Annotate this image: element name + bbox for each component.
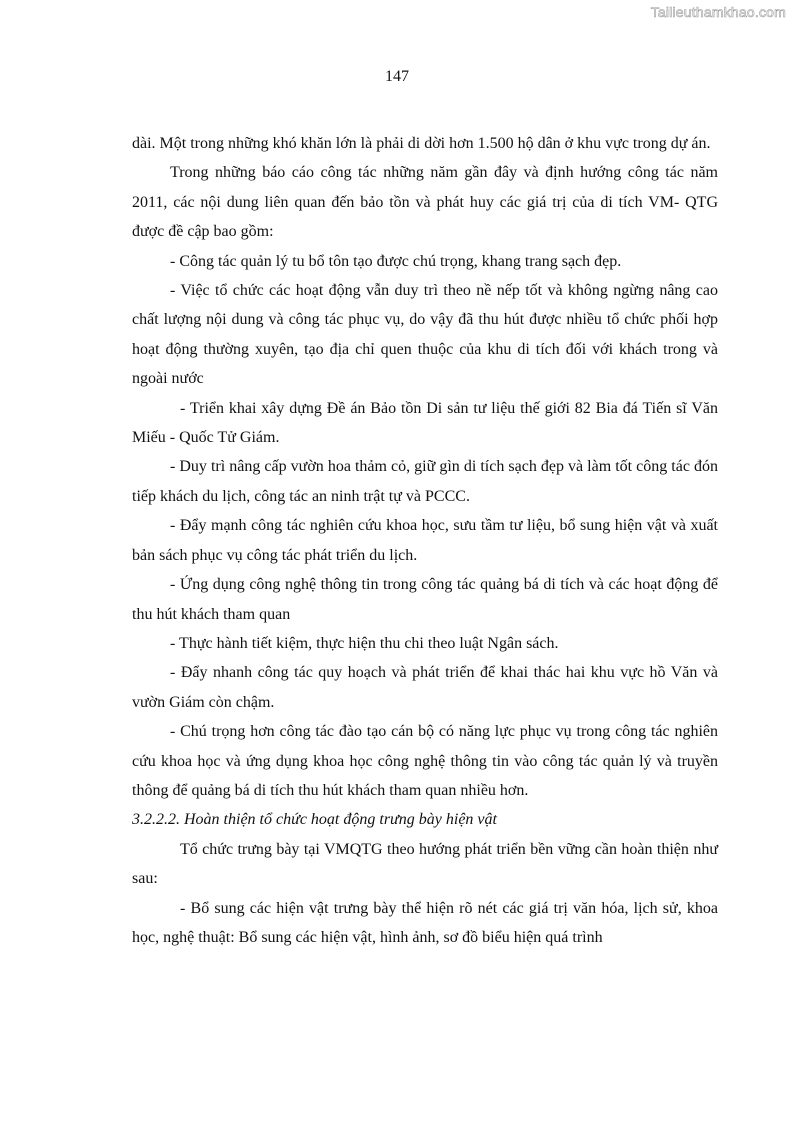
- section-heading: 3.2.2.2. Hoàn thiện tổ chức hoạt động trưng bày hiện vật: [132, 811, 497, 829]
- bullet-item: - Triển khai xây dựng Đề án Bảo tồn Di sản tư liệu thế giới 82 Bia đá Tiến sĩ Văn Miếu - Quốc Tử Giám.: [132, 399, 718, 447]
- bullet-item: - Đẩy mạnh công tác nghiên cứu khoa học, sưu tầm tư liệu, bổ sung hiện vật và xuất bản sách phục vụ công tác phát triển du lịch.: [132, 517, 718, 564]
- page-number: 147: [385, 68, 409, 85]
- bullet-item: - Chú trọng hơn công tác đào tạo cán bộ có năng lực phục vụ trong công tác nghiên cứu khoa học và ứng dụng khoa học công nghệ thông tin vào công tác quản lý và truyền thông để quảng bá di tích thu hút khách tham quan nhiều hơn.: [132, 723, 718, 799]
- page-body: [132, 129, 718, 952]
- paragraph: Tổ chức trưng bày tại VMQTG theo hướng phát triển bền vững cần hoàn thiện như sau:: [132, 840, 718, 888]
- bullet-item: - Công tác quản lý tu bổ tôn tạo được chú trọng, khang trang sạch đẹp.: [170, 252, 622, 270]
- bullet-item: - Duy trì nâng cấp vườn hoa thảm cỏ, giữ gìn di tích sạch đẹp và làm tốt công tác đón tiếp khách du lịch, công tác an ninh trật tự và PCCC.: [132, 458, 718, 505]
- bullet-item: - Thực hành tiết kiệm, thực hiện thu chi theo luật Ngân sách.: [170, 634, 559, 652]
- paragraph: dài. Một trong những khó khăn lớn là phải di dời hơn 1.500 hộ dân ở khu vực trong dự án.: [132, 135, 711, 152]
- paragraph: Trong những báo cáo công tác những năm gần đây và định hướng công tác năm 2011, các nội dung liên quan đến bảo tồn và phát huy các giá trị của di tích VM- QTG được đề cập bao gồm:: [132, 164, 718, 241]
- watermark: Tailieuthamkhao.com: [650, 4, 786, 20]
- bullet-item: - Ứng dụng công nghệ thông tin trong công tác quảng bá di tích và các hoạt động để thu hút khách tham quan: [132, 576, 718, 623]
- bullet-item: - Đẩy nhanh công tác quy hoạch và phát triển để khai thác hai khu vực hồ Văn và vườn Giám còn chậm.: [132, 664, 718, 711]
- bullet-item: - Việc tổ chức các hoạt động vẫn duy trì theo nề nếp tốt và không ngừng nâng cao chất lượng nội dung và công tác phục vụ, do vậy đã thu hút được nhiều tổ chức phối hợp hoạt động thường xuyên, tạo địa chỉ quen thuộc của khu di tích đối với khách trong và ngoài nước: [132, 282, 718, 388]
- bullet-item: - Bổ sung các hiện vật trưng bày thể hiện rõ nét các giá trị văn hóa, lịch sử, khoa học, nghệ thuật: Bổ sung các hiện vật, hình ảnh, sơ đồ biểu hiện quá trình: [132, 899, 718, 946]
